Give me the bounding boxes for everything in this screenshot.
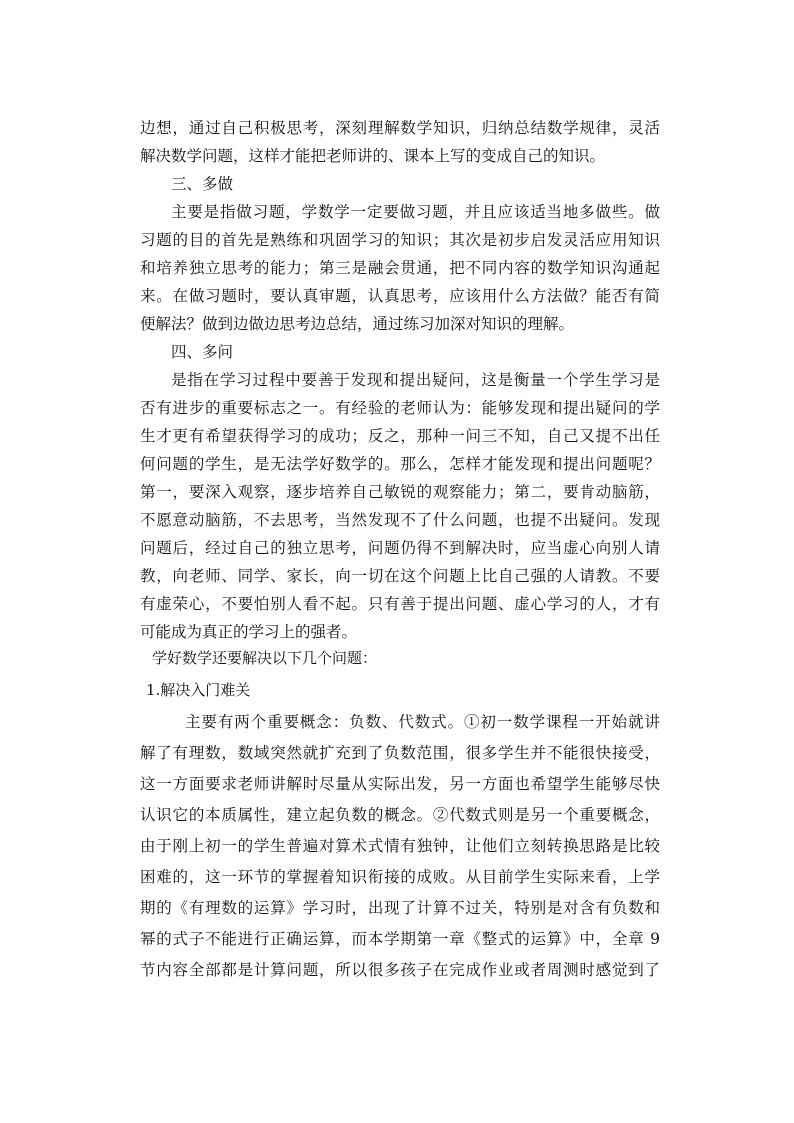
- subsection-heading: 1.解决入门难关: [146, 681, 251, 699]
- paragraph-line: 认识它的本质属性，建立起负数的概念。②代数式则是另一个重要概念，: [140, 806, 660, 824]
- paragraph-line: 边想，通过自己积极思考，深刻理解数学知识，归纳总结数学规律，灵活: [140, 119, 660, 137]
- paragraph-line: 解了有理数，数域突然就扩充到了负数范围，很多学生并不能很快接受，: [140, 744, 660, 762]
- paragraph-line: 生才更有希望获得学习的成功；反之，那种一问三不知，自己又提不出任: [140, 427, 660, 445]
- section-heading: 四、多问: [171, 343, 234, 361]
- paragraph-line: 节内容全部都是计算问题，所以很多孩子在完成作业或者周测时感觉到了: [140, 961, 660, 979]
- section-heading: 三、多做: [171, 175, 234, 193]
- paragraph-line: 有虚荣心，不要怕别人看不起。只有善于提出问题、虚心学习的人，才有: [140, 595, 660, 613]
- paragraph-line: 解决数学问题，这样才能把老师讲的、课本上写的变成自己的知识。: [140, 147, 606, 165]
- paragraph-line: 和培养独立思考的能力；第三是融会贯通，把不同内容的数学知识沟通起: [140, 259, 660, 277]
- paragraph-line: 由于刚上初一的学生普遍对算术式情有独钟，让他们立刻转换思路是比较: [140, 837, 660, 855]
- paragraph-line: 主要是指做习题，学数学一定要做习题，并且应该适当地多做些。做: [171, 203, 660, 221]
- paragraph-line: 可能成为真正的学习上的强者。: [140, 623, 358, 641]
- paragraph-line: 来。在做习题时，要认真审题，认真思考，应该用什么方法做？能否有简: [140, 287, 660, 305]
- paragraph-line: 习题的目的首先是熟练和巩固学习的知识；其次是初步启发灵活应用知识: [140, 231, 660, 249]
- paragraph-line: 幂的式子不能进行正确运算，而本学期第一章《整式的运算》中，全章 9: [140, 930, 660, 948]
- paragraph-line: 教，向老师、同学、家长，向一切在这个问题上比自己强的人请教。不要: [140, 567, 660, 585]
- paragraph-line: 期的《有理数的运算》学习时，出现了计算不过关，特别是对含有负数和: [140, 899, 660, 917]
- paragraph-line: 这一方面要求老师讲解时尽量从实际出发，另一方面也希望学生能够尽快: [140, 775, 660, 793]
- paragraph-line: 第一，要深入观察，逐步培养自己敏锐的观察能力；第二，要肯动脑筋，: [140, 483, 660, 501]
- paragraph-line: 便解法？做到边做边思考边总结，通过练习加深对知识的理解。: [140, 315, 575, 333]
- paragraph-line: 主要有两个重要概念：负数、代数式。①初一数学课程一开始就讲: [185, 713, 660, 731]
- paragraph-line: 困难的，这一环节的掌握着知识衔接的成败。从目前学生实际来看，上学: [140, 868, 660, 886]
- paragraph-line: 不愿意动脑筋，不去思考，当然发现不了什么问题，也提不出疑问。发现: [140, 511, 660, 529]
- paragraph-line: 否有进步的重要标志之一。有经验的老师认为：能够发现和提出疑问的学: [140, 399, 660, 417]
- paragraph-line: 何问题的学生，是无法学好数学的。那么，怎样才能发现和提出问题呢？: [140, 455, 660, 473]
- paragraph-line: 问题后，经过自己的独立思考，问题仍得不到解决时，应当虚心向别人请: [140, 539, 660, 557]
- paragraph-line: 是指在学习过程中要善于发现和提出疑问，这是衡量一个学生学习是: [171, 371, 660, 389]
- section-intro: 学好数学还要解决以下几个问题：: [152, 649, 378, 667]
